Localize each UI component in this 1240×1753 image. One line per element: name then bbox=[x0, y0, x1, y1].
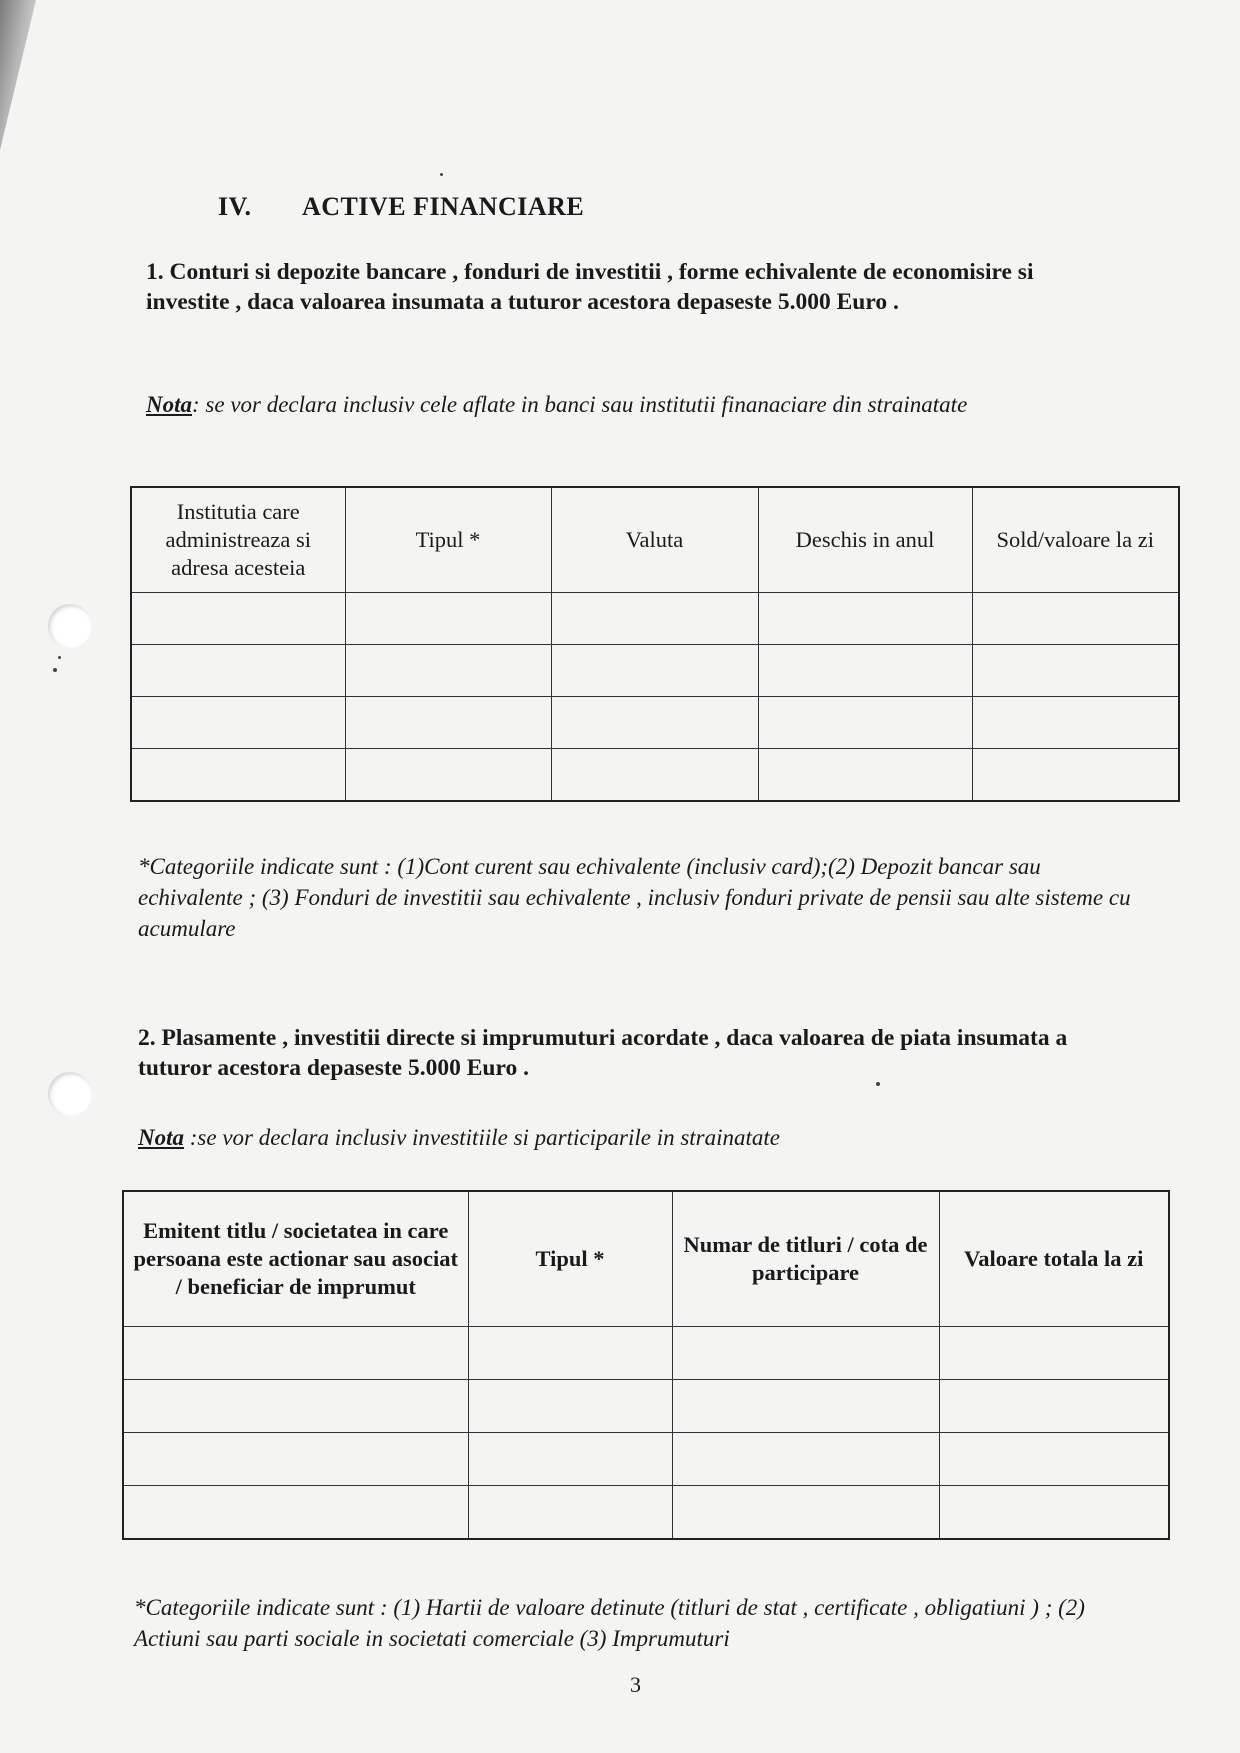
column-header: Numar de titluri / cota de participare bbox=[672, 1191, 939, 1327]
table-cell[interactable] bbox=[131, 697, 345, 749]
ink-speck bbox=[440, 173, 443, 176]
table-header-row bbox=[131, 487, 1179, 593]
part1-heading: 1. Conturi si depozite bancare , fonduri de investitii , forme echivalente de economisire si investite , daca valoarea insumata a tuturor acestora depaseste 5.000 Euro . bbox=[146, 259, 1034, 315]
table-cell[interactable] bbox=[972, 645, 1179, 697]
table-cell[interactable] bbox=[551, 749, 758, 802]
table-cell[interactable] bbox=[972, 593, 1179, 645]
table-cell[interactable] bbox=[672, 1433, 939, 1486]
investments-table bbox=[122, 1190, 1170, 1540]
part1-note-label: Nota bbox=[146, 392, 192, 417]
table-cell[interactable] bbox=[939, 1433, 1169, 1486]
section-number: IV. bbox=[218, 192, 252, 221]
table-cell[interactable] bbox=[758, 749, 972, 802]
part1-note bbox=[146, 390, 1096, 420]
ink-speck bbox=[53, 668, 57, 672]
binder-hole bbox=[48, 604, 92, 648]
column-header: Sold/valoare la zi bbox=[972, 487, 1179, 593]
column-header: Deschis in anul bbox=[758, 487, 972, 593]
table-cell[interactable] bbox=[123, 1433, 468, 1486]
part1-note-text: : se vor declara inclusiv cele aflate in banci sau institutii finanaciare din strainatate bbox=[192, 392, 968, 417]
table-cell[interactable] bbox=[131, 593, 345, 645]
part2-note-label: Nota bbox=[138, 1125, 184, 1150]
column-header: Valuta bbox=[551, 487, 758, 593]
table-cell[interactable] bbox=[131, 749, 345, 802]
table-cell[interactable] bbox=[972, 749, 1179, 802]
table-cell[interactable] bbox=[123, 1380, 468, 1433]
column-header: Valoare totala la zi bbox=[939, 1191, 1169, 1327]
table-cell[interactable] bbox=[123, 1327, 468, 1380]
table-cell[interactable] bbox=[123, 1486, 468, 1540]
table-cell[interactable] bbox=[345, 697, 551, 749]
table-row bbox=[131, 749, 1179, 802]
table-row bbox=[123, 1433, 1169, 1486]
table-cell[interactable] bbox=[939, 1380, 1169, 1433]
table-cell[interactable] bbox=[345, 593, 551, 645]
table-cell[interactable] bbox=[551, 645, 758, 697]
section-title-text: ACTIVE FINANCIARE bbox=[302, 192, 585, 221]
part2-heading: 2. Plasamente , investitii directe si imprumuturi acordate , daca valoarea de piata insumata a tuturor acestora depaseste 5.000 Euro . bbox=[138, 1025, 1068, 1081]
part2-note-text: :se vor declara inclusiv investitiile si participarile in strainatate bbox=[184, 1125, 781, 1150]
table-cell[interactable] bbox=[939, 1327, 1169, 1380]
table-cell[interactable] bbox=[468, 1380, 672, 1433]
page-number: 3 bbox=[630, 1672, 641, 1697]
table-row bbox=[123, 1327, 1169, 1380]
column-header: Institutia care administreaza si adresa acesteia bbox=[131, 487, 345, 593]
column-header: Emitent titlu / societatea in care persoana este actionar sau asociat / beneficiar de imprumut bbox=[123, 1191, 468, 1327]
table-cell[interactable] bbox=[939, 1486, 1169, 1540]
table-cell[interactable] bbox=[672, 1380, 939, 1433]
table-cell[interactable] bbox=[672, 1486, 939, 1540]
table-row bbox=[131, 697, 1179, 749]
part2-footnote: *Categoriile indicate sunt : (1) Hartii de valoare detinute (titluri de stat , certificate , obligatiuni ) ; (2) Actiuni sau parti sociale in societati comerciale (3) Imprumuturi bbox=[134, 1595, 1085, 1651]
table-cell[interactable] bbox=[345, 645, 551, 697]
table-row bbox=[131, 593, 1179, 645]
table-cell[interactable] bbox=[468, 1433, 672, 1486]
table-cell[interactable] bbox=[758, 645, 972, 697]
page-corner-shadow bbox=[0, 0, 36, 150]
table-cell[interactable] bbox=[758, 593, 972, 645]
table-cell[interactable] bbox=[345, 749, 551, 802]
column-header: Tipul * bbox=[468, 1191, 672, 1327]
part2-note bbox=[138, 1123, 1128, 1153]
table-row bbox=[123, 1380, 1169, 1433]
table-cell[interactable] bbox=[468, 1486, 672, 1540]
table-header-row bbox=[123, 1191, 1169, 1327]
table-row bbox=[123, 1486, 1169, 1540]
table-cell[interactable] bbox=[551, 697, 758, 749]
section-title bbox=[218, 192, 584, 222]
table-cell[interactable] bbox=[972, 697, 1179, 749]
table-cell[interactable] bbox=[131, 645, 345, 697]
part1-footnote: *Categoriile indicate sunt : (1)Cont curent sau echivalente (inclusiv card);(2) Depozit bancar sau echivalente ; (3) Fonduri de investitii sau echivalente , inclusiv fonduri private de pensii sau alte sisteme cu acumulare bbox=[138, 854, 1131, 941]
table-row bbox=[131, 645, 1179, 697]
binder-hole bbox=[48, 1072, 92, 1116]
table-cell[interactable] bbox=[551, 593, 758, 645]
table-cell[interactable] bbox=[468, 1327, 672, 1380]
column-header: Tipul * bbox=[345, 487, 551, 593]
ink-speck bbox=[58, 656, 61, 659]
table-cell[interactable] bbox=[672, 1327, 939, 1380]
table-cell[interactable] bbox=[758, 697, 972, 749]
bank-accounts-table bbox=[130, 486, 1180, 802]
